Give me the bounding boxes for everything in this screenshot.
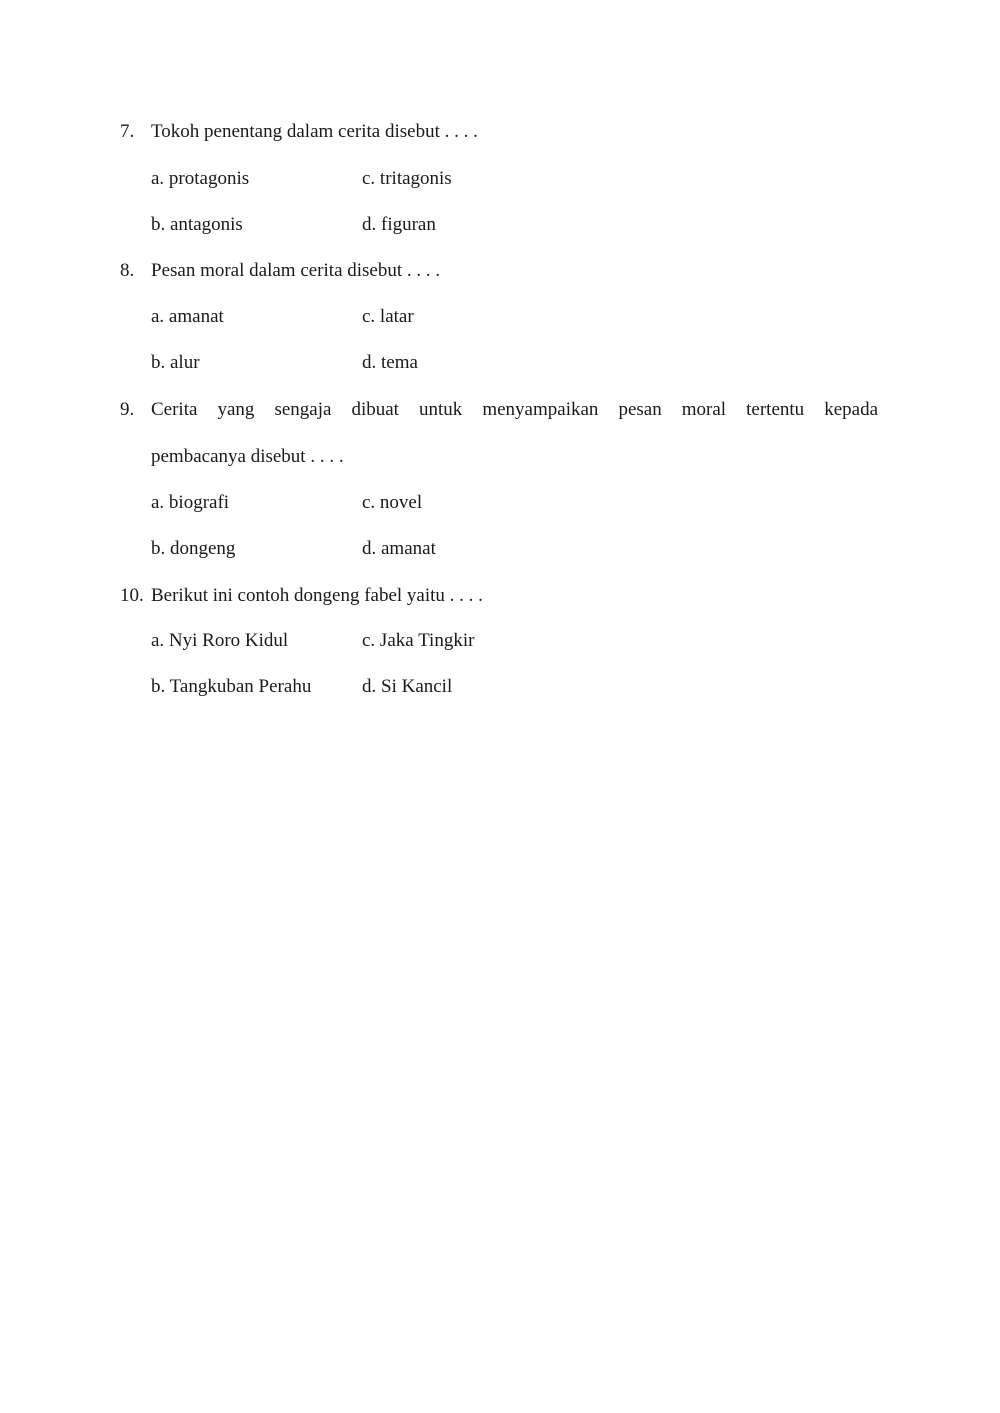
option-c: c. tritagonis xyxy=(362,168,452,189)
option-a: a. amanat xyxy=(151,306,224,327)
question-number: 7. xyxy=(120,121,135,142)
option-c: c. Jaka Tingkir xyxy=(362,630,475,651)
question-text: Tokoh penentang dalam cerita disebut . . . . xyxy=(151,121,478,142)
option-b: b. antagonis xyxy=(151,214,243,235)
option-d: d. tema xyxy=(362,352,418,373)
question-text: Cerita yang sengaja dibuat untuk menyampaikan pesan moral tertentu kepada xyxy=(151,399,878,420)
question-text: Berikut ini contoh dongeng fabel yaitu . . . . xyxy=(151,585,483,606)
option-c: c. novel xyxy=(362,492,423,513)
option-b: b. Tangkuban Perahu xyxy=(151,676,312,697)
question-number: 9. xyxy=(120,399,135,420)
option-d: d. figuran xyxy=(362,214,436,235)
option-a: a. Nyi Roro Kidul xyxy=(151,630,289,651)
option-a: a. biografi xyxy=(151,492,230,513)
question-text-continuation: pembacanya disebut . . . . xyxy=(151,446,344,467)
option-a: a. protagonis xyxy=(151,168,250,189)
question-number: 10. xyxy=(120,585,144,606)
option-b: b. alur xyxy=(151,352,200,373)
option-d: d. Si Kancil xyxy=(362,676,453,697)
option-d: d. amanat xyxy=(362,538,436,559)
question-number: 8. xyxy=(120,260,135,281)
question-text: Pesan moral dalam cerita disebut . . . . xyxy=(151,260,441,281)
option-c: c. latar xyxy=(362,306,414,327)
option-b: b. dongeng xyxy=(151,538,236,559)
